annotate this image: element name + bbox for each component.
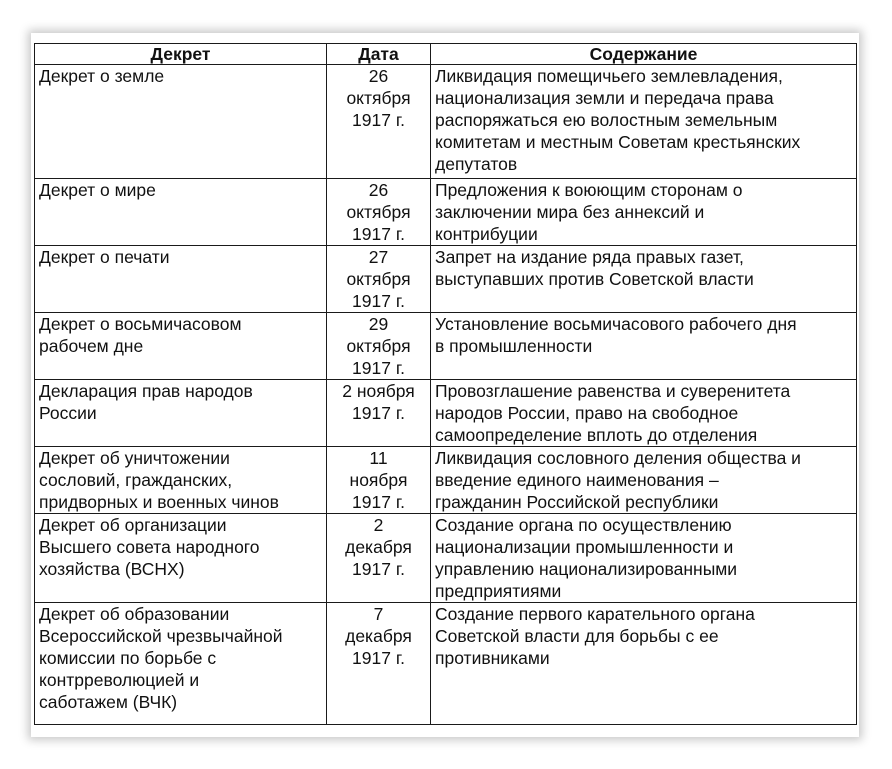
decree-date-cell <box>327 179 431 246</box>
cell-line: Декрет о земле <box>39 66 165 86</box>
decree-name-cell <box>35 246 327 313</box>
table-row <box>35 313 857 380</box>
decree-content-cell <box>431 179 857 246</box>
decree-name-cell <box>35 65 327 179</box>
cell-line: гражданин Российской республики <box>435 492 719 512</box>
cell-line: Провозглашение равенства и суверенитета <box>435 381 791 401</box>
cell-line: 1917 г. <box>352 648 405 668</box>
decree-date-cell <box>327 246 431 313</box>
cell-line: России <box>39 403 97 423</box>
header-decree: Декрет <box>35 44 327 65</box>
decree-name-cell <box>35 514 327 603</box>
cell-line: 1917 г. <box>352 291 405 311</box>
decree-name-cell <box>35 313 327 380</box>
decree-content-cell <box>431 447 857 514</box>
cell-line: Ликвидация помещичьего землевладения, <box>435 66 783 86</box>
cell-line: Ликвидация сословного деления общества и <box>435 448 801 468</box>
cell-line: октября <box>346 88 411 108</box>
cell-line: контрреволюцией и <box>39 670 200 690</box>
cell-line: октября <box>346 202 411 222</box>
cell-line: Декрет о мире <box>39 180 156 200</box>
table-row <box>35 603 857 725</box>
cell-line: Декрет об уничтожении <box>39 448 230 468</box>
cell-line: Всероссийской чрезвычайной <box>39 626 283 646</box>
cell-line: Запрет на издание ряда правых газет, <box>435 247 744 267</box>
cell-line: хозяйства (ВСНХ) <box>39 559 185 579</box>
cell-line: 1917 г. <box>352 492 405 512</box>
cell-line: сословий, гражданских, <box>39 470 233 490</box>
table-header-row <box>35 44 857 65</box>
cell-line: предприятиями <box>435 581 562 601</box>
decree-content-cell <box>431 514 857 603</box>
table-row <box>35 380 857 447</box>
cell-line: саботажем (ВЧК) <box>39 692 178 712</box>
cell-line: комиссии по борьбе с <box>39 648 217 668</box>
cell-line: в промышленности <box>435 336 593 356</box>
cell-line: декабря <box>345 626 412 646</box>
cell-line: Декрет об образовании <box>39 604 230 624</box>
cell-line: 29 <box>368 314 389 334</box>
cell-line: Создание органа по осуществлению <box>435 515 732 535</box>
cell-line: Установление восьмичасового рабочего дня <box>435 314 797 334</box>
cell-line: самоопределение вплоть до отделения <box>435 425 758 445</box>
cell-line: 11 <box>369 448 388 468</box>
cell-line: противниками <box>435 648 550 668</box>
cell-line: Создание первого карательного органа <box>435 604 755 624</box>
decree-name-cell <box>35 603 327 725</box>
cell-line: 1917 г. <box>352 403 405 423</box>
cell-line: народов России, право на свободное <box>435 403 739 423</box>
cell-line: комитетам и местным Советам крестьянских <box>435 132 801 152</box>
table-row <box>35 447 857 514</box>
decree-date-cell <box>327 65 431 179</box>
cell-line: 1917 г. <box>352 358 405 378</box>
table-row <box>35 514 857 603</box>
cell-line: Декларация прав народов <box>39 381 253 401</box>
cell-line: 26 <box>368 180 389 200</box>
cell-line: 1917 г. <box>352 224 405 244</box>
cell-line: ноября <box>349 470 408 490</box>
cell-line: контрибуции <box>435 224 538 244</box>
table-row <box>35 246 857 313</box>
cell-line: декабря <box>345 537 412 557</box>
decrees-table <box>34 43 857 725</box>
cell-line: Высшего совета народного <box>39 537 260 557</box>
decree-content-cell <box>431 246 857 313</box>
cell-line: рабочем дне <box>39 336 144 356</box>
cell-line: Декрет о печати <box>39 247 170 267</box>
header-date: Дата <box>327 44 431 65</box>
decree-date-cell <box>327 447 431 514</box>
cell-line: заключении мира без аннексий и <box>435 202 705 222</box>
cell-line: 1917 г. <box>352 559 405 579</box>
decree-date-cell <box>327 603 431 725</box>
cell-line: Декрет об организации <box>39 515 227 535</box>
cell-line: Советской власти для борьбы с ее <box>435 626 719 646</box>
decree-content-cell <box>431 380 857 447</box>
cell-line: распоряжаться ею волостным земельным <box>435 110 778 130</box>
header-content: Содержание <box>431 44 857 65</box>
cell-line: октября <box>346 336 411 356</box>
cell-line: национализация земли и передача права <box>435 88 774 108</box>
decree-content-cell <box>431 65 857 179</box>
table-row <box>35 65 857 179</box>
cell-line: национализации промышленности и <box>435 537 734 557</box>
cell-line: 2 ноября <box>342 381 415 401</box>
decree-date-cell <box>327 313 431 380</box>
cell-line: депутатов <box>435 154 518 174</box>
cell-line: Предложения к воюющим сторонам о <box>435 180 743 200</box>
cell-line: Декрет о восьмичасовом <box>39 314 242 334</box>
cell-line: 27 <box>368 247 389 267</box>
cell-line: управлению национализированными <box>435 559 738 579</box>
cell-line: октября <box>346 269 411 289</box>
decree-date-cell <box>327 514 431 603</box>
cell-line: 7 <box>373 604 384 624</box>
cell-line: 1917 г. <box>352 110 405 130</box>
cell-line: выступавших против Советской власти <box>435 269 754 289</box>
decree-name-cell <box>35 447 327 514</box>
decree-content-cell <box>431 313 857 380</box>
cell-line: введение единого наименования – <box>435 470 719 490</box>
cell-line: 2 <box>373 515 384 535</box>
decree-name-cell <box>35 179 327 246</box>
decree-name-cell <box>35 380 327 447</box>
cell-line: 26 <box>368 66 389 86</box>
decree-content-cell <box>431 603 857 725</box>
decree-date-cell <box>327 380 431 447</box>
table-row <box>35 179 857 246</box>
cell-line: придворных и военных чинов <box>39 492 279 512</box>
